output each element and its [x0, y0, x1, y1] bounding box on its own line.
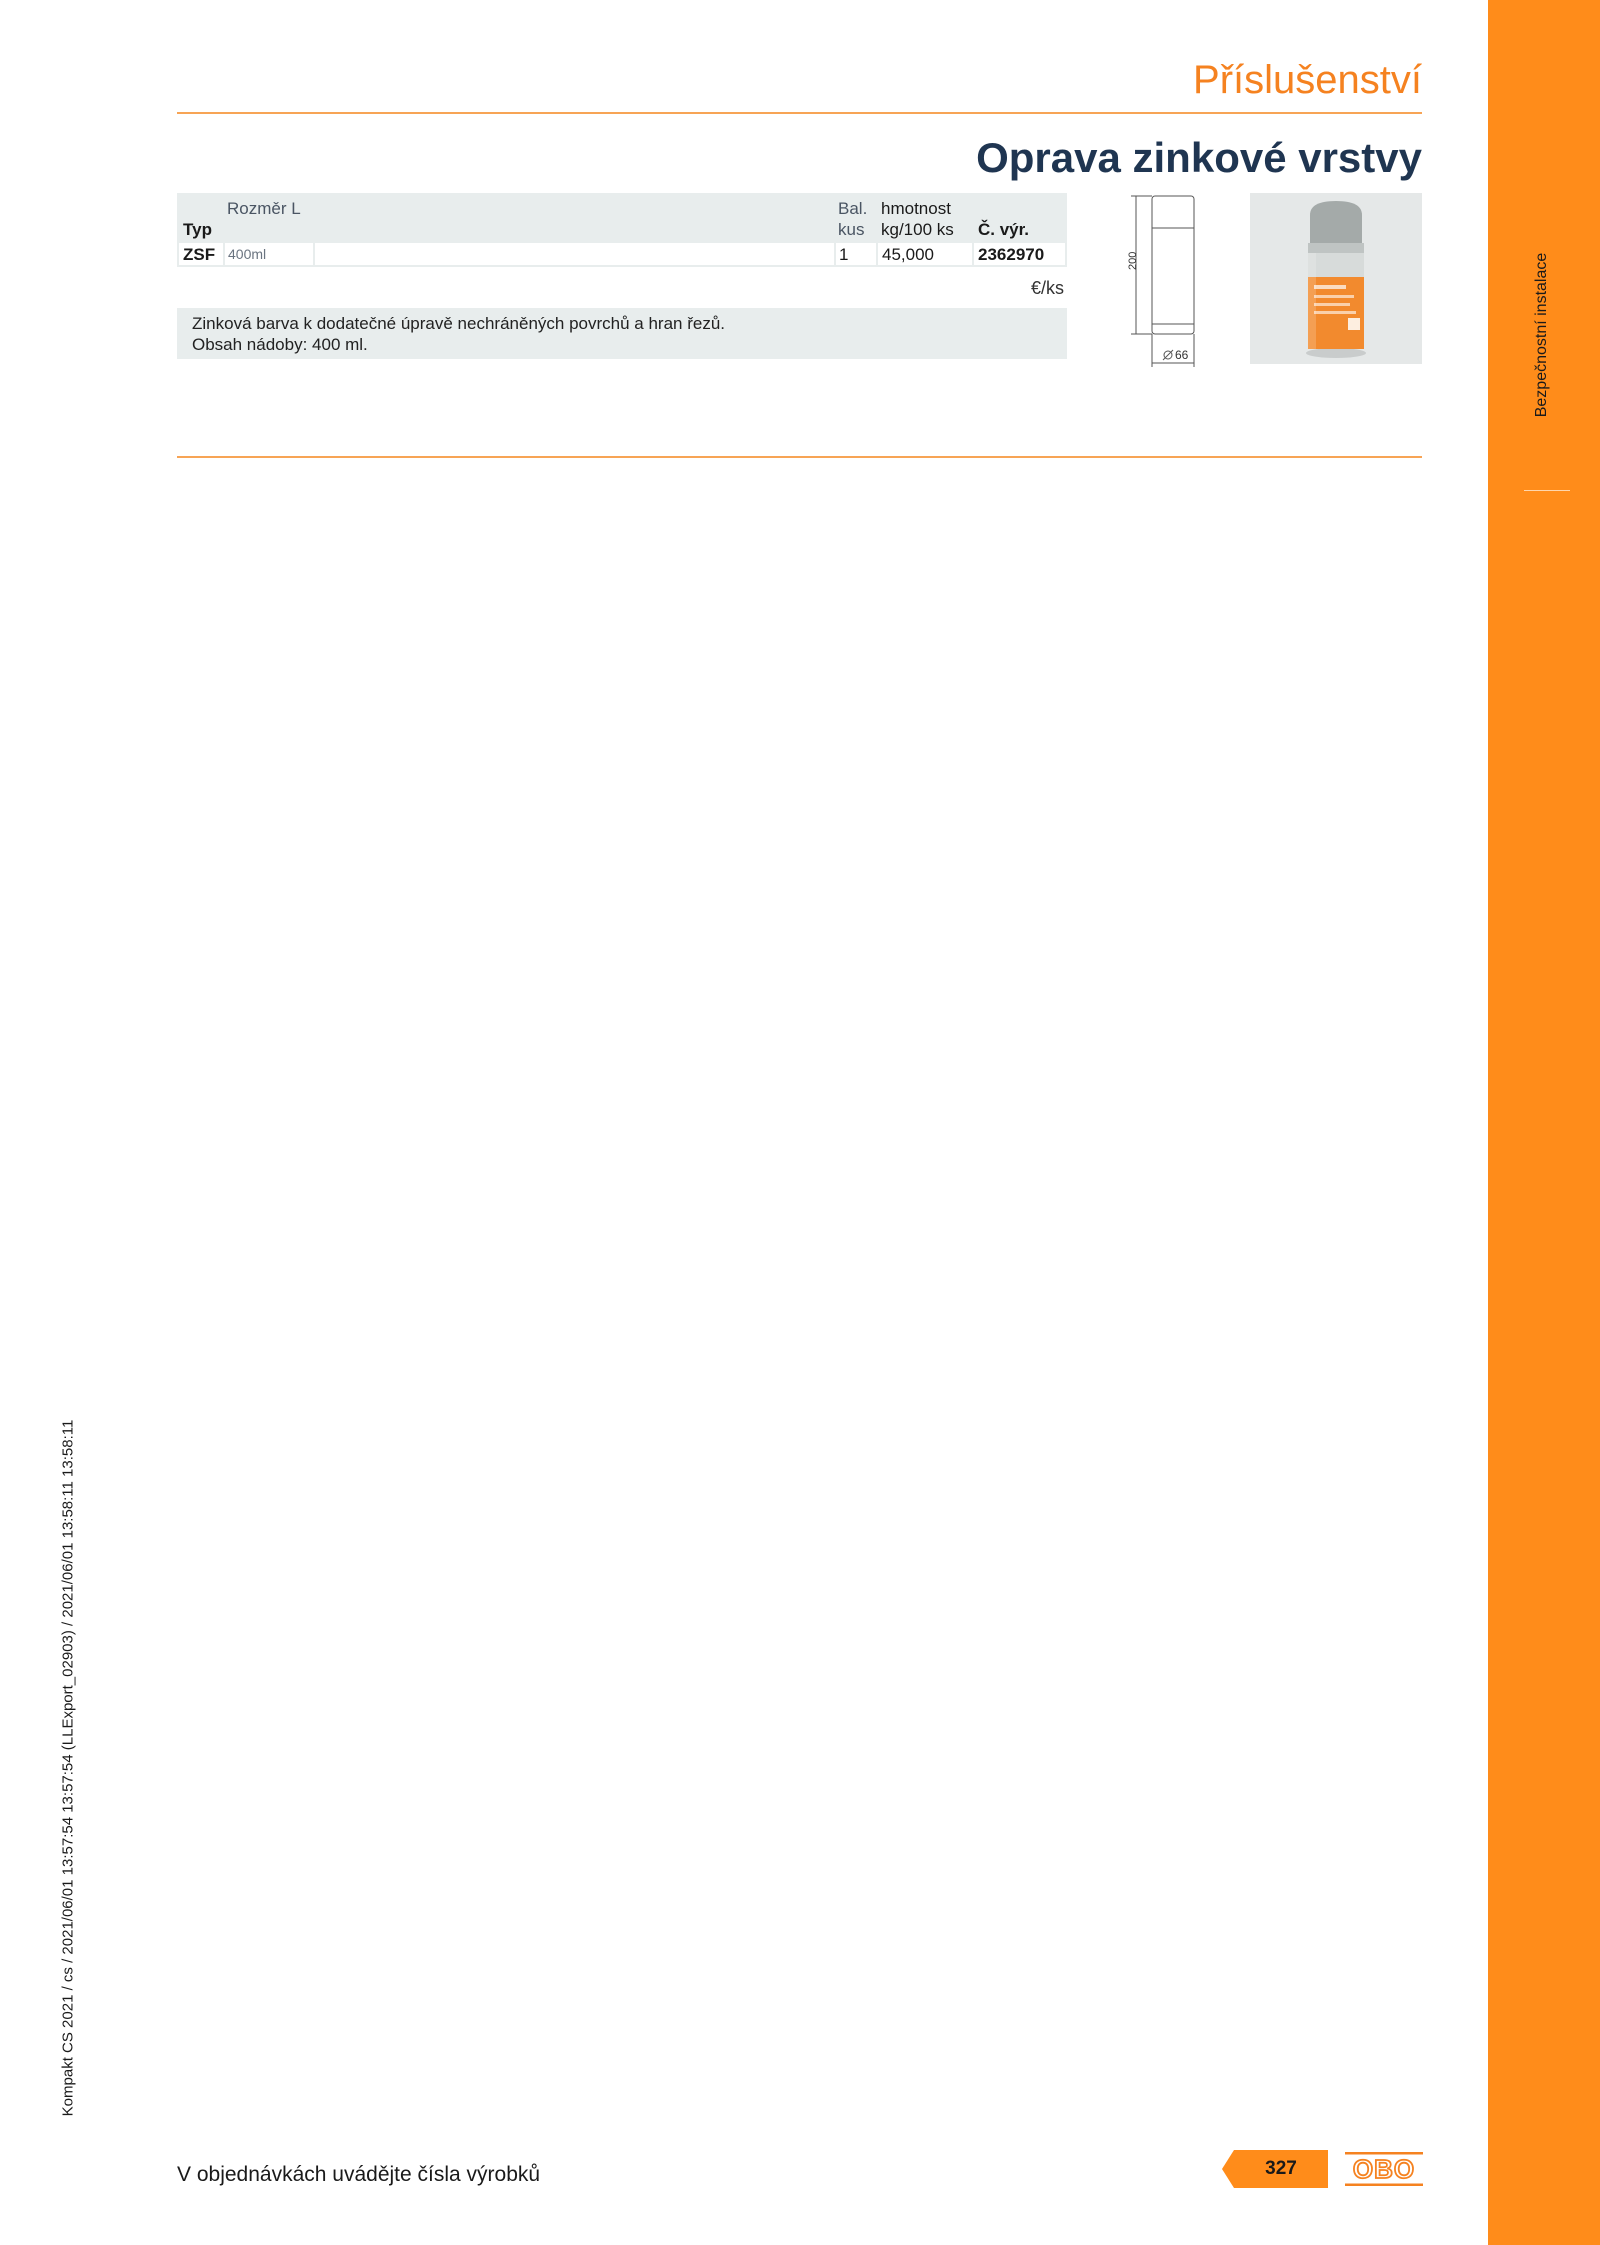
price-unit: €/ks [1030, 278, 1064, 298]
cell-divider [313, 243, 315, 265]
cell-article-number[interactable]: 2362970 [978, 245, 1045, 264]
can-outline [1152, 196, 1194, 334]
cell-divider [834, 243, 836, 265]
can-shadow [1306, 348, 1366, 358]
can-highlight [1308, 253, 1316, 349]
can-label-text [1314, 285, 1346, 289]
can-cap [1310, 201, 1362, 245]
header-bal-unit: kus [838, 220, 865, 239]
dimension-drawing [1125, 192, 1205, 372]
product-photo [1250, 193, 1422, 364]
header-article-number: Č. výr. [978, 220, 1030, 239]
product-title: Oprava zinkové vrstvy [976, 134, 1422, 181]
cell-bal: 1 [839, 245, 849, 264]
cell-weight: 45,000 [882, 245, 934, 264]
can-label-text [1314, 311, 1356, 314]
obo-logo[interactable] [1345, 2150, 1423, 2188]
header-bal: Bal. [838, 199, 868, 218]
header-dimension: Rozměr L [227, 199, 301, 218]
description-line: Zinková barva k dodatečné úpravě nechráněných povrchů a hran řezů. [192, 314, 725, 333]
top-divider [177, 112, 1422, 114]
print-metadata-text: Kompakt CS 2021 / cs / 2021/06/01 13:57:54 13:57:54 (LLExport_02903) / 2021/06/01 13:58:11 13:58:11 [59, 1419, 77, 2116]
print-metadata [56, 1400, 80, 2135]
cell-dimension: 400ml [228, 246, 267, 262]
side-tab-label[interactable] [1530, 240, 1554, 430]
bottom-divider [177, 456, 1422, 458]
height-label: 200 [1127, 251, 1139, 270]
header-weight-unit: kg/100 ks [881, 220, 954, 239]
cell-divider [972, 243, 974, 265]
can-label-top [1308, 253, 1364, 277]
diameter-label: 66 [1175, 348, 1189, 362]
table-row[interactable] [177, 243, 1067, 267]
header-weight: hmotnost [881, 199, 951, 218]
cell-divider [223, 243, 225, 265]
product-table [177, 193, 1067, 267]
side-tab-marker [1524, 490, 1570, 491]
can-label-text [1314, 295, 1354, 298]
section-title: Příslušenství [1193, 58, 1422, 102]
side-tab-text: Bezpečnostní instalace [1533, 252, 1550, 418]
header-typ: Typ [183, 220, 212, 239]
logo-wordmark: OBO [1352, 2154, 1416, 2184]
can-hazard-symbol [1348, 318, 1360, 330]
cell-typ: ZSF [183, 245, 216, 264]
table-header [177, 193, 1067, 243]
can-label-text [1314, 303, 1350, 306]
order-note: V objednávkách uvádějte čísla výrobků [177, 2163, 541, 2186]
page-number: 327 [1265, 2158, 1297, 2179]
can-rim [1308, 243, 1364, 253]
description-line: Obsah nádoby: 400 ml. [192, 335, 368, 354]
product-description [177, 308, 1067, 359]
cell-divider [876, 243, 878, 265]
